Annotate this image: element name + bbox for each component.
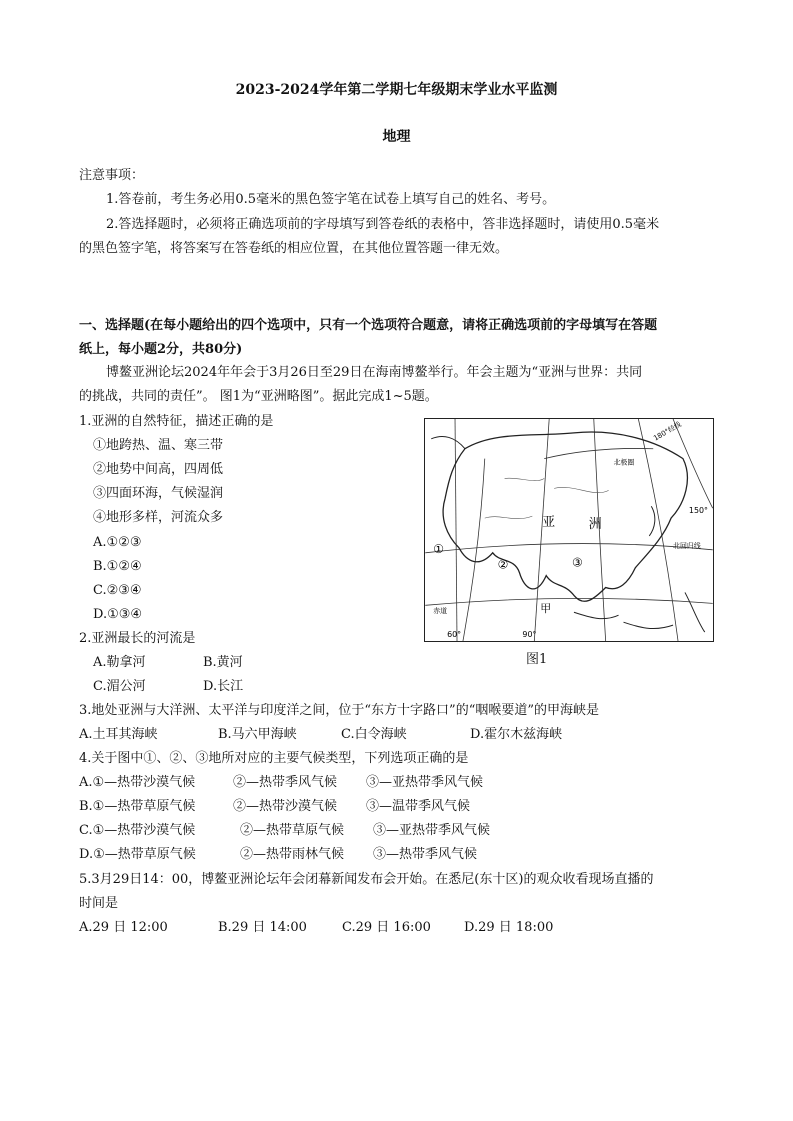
meridian-60-line bbox=[463, 459, 485, 641]
map-marker-1: ① bbox=[433, 541, 444, 556]
notice-item-2-line-2: 的黑色签字笔，将答案写在答卷纸的相应位置，在其他位置答题一律无效。 bbox=[79, 241, 509, 256]
q5-option-a: A.29 日 12:00 bbox=[79, 920, 168, 935]
river-line bbox=[485, 478, 609, 519]
map-label-asia-1: 亚 bbox=[542, 515, 556, 531]
map-label-lon-90: 90° bbox=[522, 630, 537, 640]
q2-option-a: A.勒拿河 bbox=[93, 655, 146, 670]
q1-option-a: A.①②③ bbox=[93, 535, 142, 550]
equator-line bbox=[425, 598, 712, 605]
q1-item-1: ①地跨热、温、寒三带 bbox=[93, 438, 224, 453]
map-label-arctic-circle: 北极圈 bbox=[613, 458, 635, 467]
q1-stem: 1.亚洲的自然特征，描述正确的是 bbox=[79, 414, 274, 429]
meridian-180-line bbox=[673, 419, 713, 508]
asia-map bbox=[425, 419, 713, 641]
island-outline bbox=[649, 506, 655, 536]
q5-stem-line-2: 时间是 bbox=[79, 896, 119, 911]
q2-stem: 2.亚洲最长的河流是 bbox=[79, 631, 196, 646]
q4-option-a-1: A.①—热带沙漠气候 bbox=[79, 775, 196, 790]
page-title: 2023-2024学年第二学期七年级期末学业水平监测 bbox=[235, 82, 558, 98]
q5-stem-line-1: 5.3月29日14：00，博鳌亚洲论坛年会闭幕新闻发布会开始。在悉尼(东十区)的观众收看现场直播的 bbox=[79, 872, 654, 887]
q4-option-c-1: C.①—热带沙漠气候 bbox=[79, 823, 196, 838]
map-label-lon-150: 150° bbox=[688, 506, 708, 516]
q5-option-c: C.29 日 16:00 bbox=[342, 920, 431, 935]
notice-item-1: 1.答卷前，考生务必用0.5毫米的黑色签字笔在试卷上填写自己的姓名、考号。 bbox=[106, 192, 556, 207]
q3-option-b: B.马六甲海峡 bbox=[218, 727, 297, 742]
q1-item-4: ④地形多样，河流众多 bbox=[93, 510, 224, 525]
q3-option-d: D.霍尔木兹海峡 bbox=[470, 727, 563, 742]
q4-option-b-1: B.①—热带草原气候 bbox=[79, 799, 196, 814]
meridian-line bbox=[455, 419, 457, 641]
q4-option-d-3: ③—热带季风气候 bbox=[373, 847, 478, 862]
map-label-asia-2: 洲 bbox=[588, 517, 602, 533]
q4-option-b-3: ③—温带季风气候 bbox=[366, 799, 471, 814]
figure-caption: 图1 bbox=[526, 652, 548, 667]
q4-option-d-1: D.①—热带草原气候 bbox=[79, 847, 196, 862]
arctic-circle-line bbox=[544, 448, 653, 458]
map-label-tropic: 北回归线 bbox=[673, 541, 701, 550]
map-label-lon-180: 180°经线 bbox=[652, 420, 683, 443]
q4-option-a-3: ③—亚热带季风气候 bbox=[366, 775, 484, 790]
q2-option-b: B.黄河 bbox=[203, 655, 243, 670]
map-label-jia: 甲 bbox=[540, 602, 552, 616]
notice-heading: 注意事项： bbox=[79, 168, 145, 183]
q4-option-b-2: ②—热带沙漠气候 bbox=[233, 799, 338, 814]
map-label-equator: 赤道 bbox=[433, 607, 448, 616]
map-label-lon-60: 60° bbox=[447, 630, 462, 640]
tropic-of-cancer-line bbox=[425, 544, 712, 553]
q2-option-c: C.湄公河 bbox=[93, 679, 146, 694]
q3-stem: 3.地处亚洲与大洋洲、太平洋与印度洋之间，位于“东方十字路口”的“咽喉要道”的甲海峡是 bbox=[79, 703, 599, 718]
section-heading-line-2: 纸上，每小题2分，共80分) bbox=[79, 342, 243, 357]
section-heading-line-1: 一、选择题(在每小题给出的四个选项中，只有一个选项符合题意，请将正确选项前的字母填写在答题 bbox=[79, 318, 658, 333]
coastline bbox=[431, 437, 465, 449]
intro-line-1: 博鳌亚洲论坛2024年年会于3月26日至29日在海南博鳌举行。年会主题为“亚洲与世界：共同 bbox=[106, 365, 643, 380]
map-marker-2: ② bbox=[497, 557, 509, 572]
q2-option-d: D.长江 bbox=[203, 679, 244, 694]
notice-item-2-line-1: 2.答选择题时，必须将正确选项前的字母填写到答卷纸的表格中，答非选择题时，请使用0.5毫米 bbox=[106, 217, 660, 232]
q1-option-d: D.①③④ bbox=[93, 607, 143, 622]
map-marker-3: ③ bbox=[571, 555, 583, 570]
q1-option-b: B.①②④ bbox=[93, 559, 142, 574]
q4-option-d-2: ②—热带雨林气候 bbox=[240, 847, 345, 862]
q1-option-c: C.②③④ bbox=[93, 583, 142, 598]
q1-item-3: ③四面环海，气候湿润 bbox=[93, 486, 224, 501]
q3-option-c: C.白令海峡 bbox=[341, 727, 407, 742]
q5-option-d: D.29 日 18:00 bbox=[464, 920, 554, 935]
q5-option-b: B.29 日 14:00 bbox=[218, 920, 307, 935]
q3-option-a: A.土耳其海峡 bbox=[79, 727, 158, 742]
subject-title: 地理 bbox=[382, 129, 411, 145]
intro-line-2: 的挑战，共同的责任”。 图1为“亚洲略图”。据此完成1~5题。 bbox=[79, 389, 438, 404]
q4-option-c-2: ②—热带草原气候 bbox=[240, 823, 345, 838]
asia-map-figure bbox=[424, 418, 714, 642]
q4-stem: 4.关于图中①、②、③地所对应的主要气候类型，下列选项正确的是 bbox=[79, 751, 469, 766]
q4-option-c-3: ③—亚热带季风气候 bbox=[373, 823, 491, 838]
q1-item-2: ②地势中间高，四周低 bbox=[93, 462, 224, 477]
asia-outline bbox=[443, 432, 687, 601]
q4-option-a-2: ②—热带季风气候 bbox=[233, 775, 338, 790]
